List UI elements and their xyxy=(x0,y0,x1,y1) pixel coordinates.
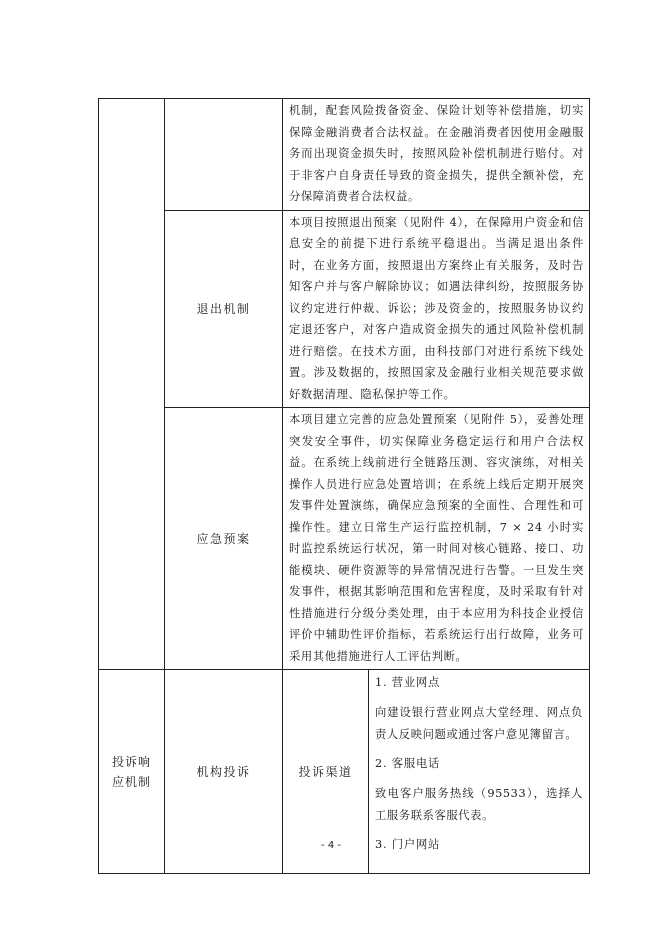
empty-label-cell xyxy=(165,99,283,211)
table-row xyxy=(99,408,590,670)
channel-item-title: 3. 门户网站 xyxy=(375,838,441,851)
channel-item-title: 2. 客服电话 xyxy=(375,757,441,770)
emergency-plan-label: 应急预案 xyxy=(165,408,283,670)
page-number: - 4 - xyxy=(321,840,341,851)
compensation-text-cell xyxy=(283,99,590,211)
exit-mechanism-text-cell xyxy=(283,210,590,408)
exit-mechanism-text: 本项目按照退出预案（见附件 4），在保障用户资金和信息安全的前提下进行系统平稳退出。当满足退出条件时，在业务方面，按照退出方案终止有关服务，及时告知客户并与客户解除协议；如遇法律纠纷，按照服务协议约定进行仲裁、诉讼；涉及资金的，按照服务协议约定退还客户，对客户造成资金损失的通过风险补偿机制进行赔偿。在技术方面，由科技部门对进行系统下线处置。涉及数据的，按照国家及金融行业相关规范要求做好数据清理、隐私保护等工作。 xyxy=(289,215,585,401)
channel-item-title: 1. 营业网点 xyxy=(375,676,441,689)
channel-item-text: 致电客户服务热线（95533），选择人工服务联系客服代表。 xyxy=(375,787,584,822)
institution-complaint-label: 机构投诉 xyxy=(165,670,283,874)
emergency-plan-text: 本项目建立完善的应急处置预案（见附件 5），妥善处理突发安全事件，切实保障业务稳定运行和用户合法权益。在系统上线前进行全链路压测、容灾演练，对相关操作人员进行应急处置培训；在系统上线后定期开展突发事件处置演练，确保应急预案的全面性、合理性和可操作性。建立日常生产运行监控机制，7 × 24 小时实时监控系统运行状况，第一时间对核心链路、接口、功能模块、硬件资源等的异常情况进行告警。一旦发生突发事件，根据其影响范围和危害程度，及时采取有针对性措施进行分级分类处理，由于本应用为科技企业授信评价中辅助性评价指标，若系统运行出行故障，业务可采用其他措施进行人工评估判断。 xyxy=(289,413,585,663)
empty-section-cell xyxy=(99,99,165,670)
table-row xyxy=(99,99,590,211)
complaint-section-text: 投诉响应机制 xyxy=(111,754,151,789)
complaint-channel-label: 投诉渠道 xyxy=(283,670,369,874)
compensation-text: 机制，配套风险拨备资金、保险计划等补偿措施，切实保障金融消费者合法权益。在金融消费者因使用金融服务而出现资金损失时，按照风险补偿机制进行赔付。对于非客户自身责任导致的资金损失，提供全额补偿，充分保障消费者合法权益。 xyxy=(289,104,585,203)
exit-mechanism-label: 退出机制 xyxy=(165,210,283,408)
channel-item-text: 向建设银行营业网点大堂经理、网点负责人反映问题或通过客户意见簿留言。 xyxy=(375,706,584,741)
regulation-table xyxy=(98,98,590,874)
table-row xyxy=(99,210,590,408)
emergency-plan-text-cell xyxy=(283,408,590,670)
